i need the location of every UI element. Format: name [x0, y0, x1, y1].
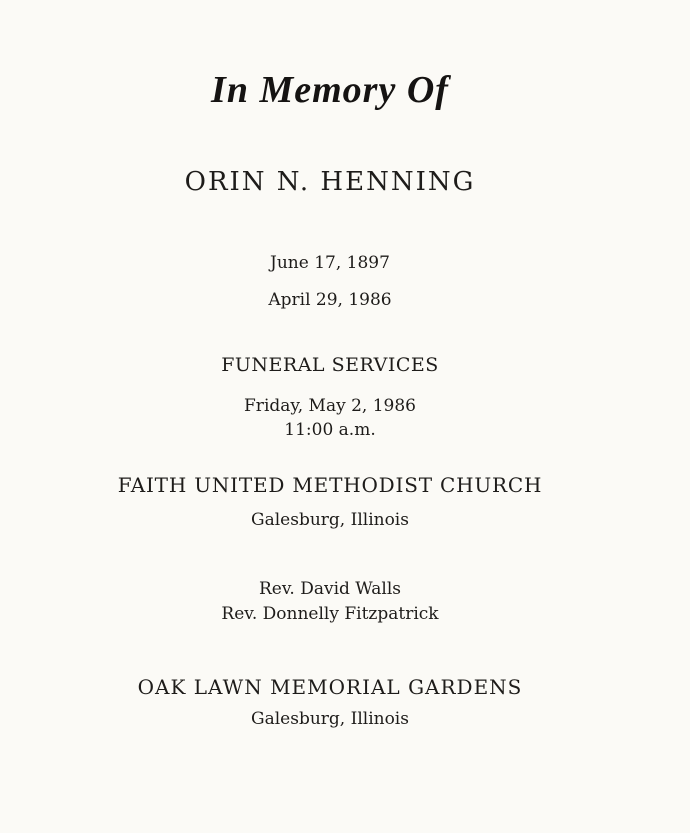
- service-date: Friday, May 2, 1986: [244, 396, 416, 416]
- church-name: FAITH UNITED METHODIST CHURCH: [117, 473, 543, 497]
- deceased-name: ORIN N. HENNING: [184, 167, 476, 197]
- cemetery-location: Galesburg, Illinois: [251, 709, 409, 729]
- officiant: Rev. Donnelly Fitzpatrick: [221, 604, 439, 624]
- death-date: April 29, 1986: [268, 290, 392, 310]
- church-location: Galesburg, Illinois: [251, 510, 409, 530]
- officiant: Rev. David Walls: [258, 579, 402, 599]
- memorial-heading: In Memory Of: [211, 69, 449, 111]
- cemetery-name: OAK LAWN MEMORIAL GARDENS: [137, 675, 523, 699]
- birth-date: June 17, 1897: [270, 253, 390, 273]
- service-time: 11:00 a.m.: [284, 420, 376, 440]
- funeral-services-title: FUNERAL SERVICES: [221, 354, 439, 376]
